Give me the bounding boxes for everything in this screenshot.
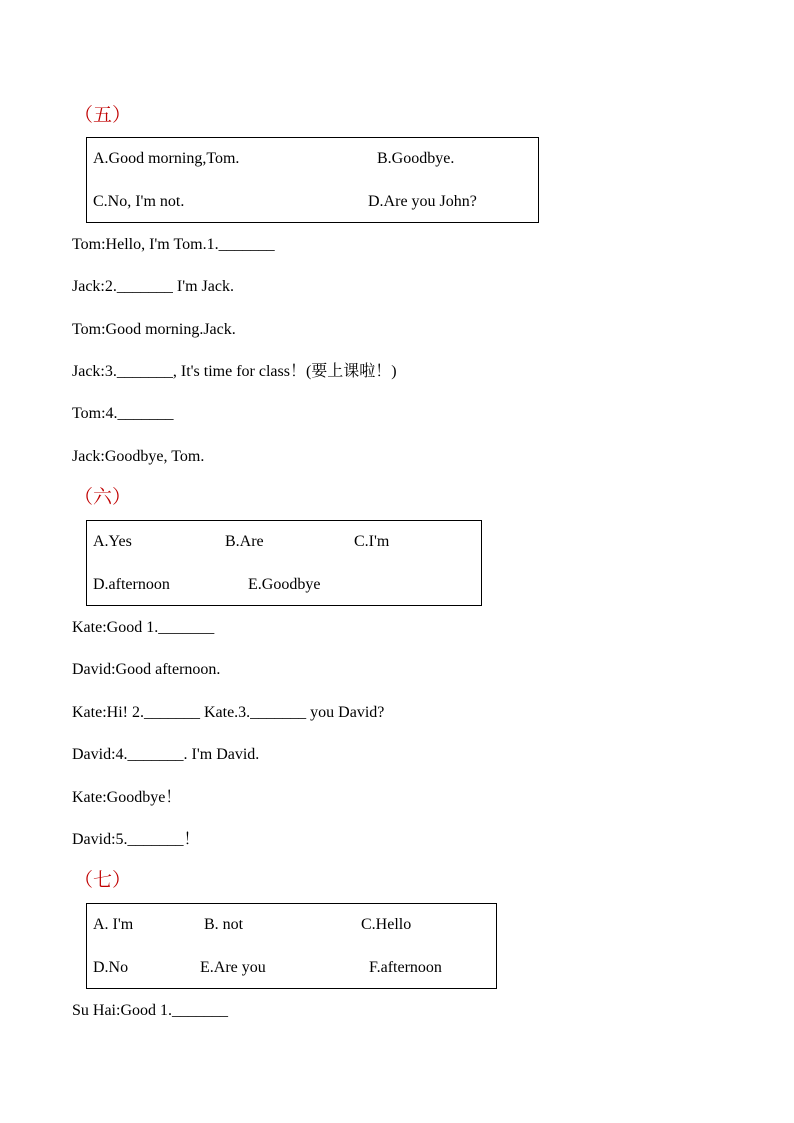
section-5-line-6: Jack:Goodbye, Tom. (72, 448, 205, 465)
section-6-option-c: C.I'm (354, 533, 390, 550)
section-6-option-b: B.Are (225, 533, 264, 550)
section-7-option-e: E.Are you (200, 959, 266, 976)
section-5-heading: （五） (74, 105, 132, 126)
section-6-line-1: Kate:Good 1._______ (72, 619, 215, 636)
section-7-option-d: D.No (93, 959, 129, 976)
section-7-option-a: A. I'm (93, 916, 134, 933)
section-6-option-d: D.afternoon (93, 576, 170, 593)
section-6-line-3: Kate:Hi! 2._______ Kate.3._______ you David? (72, 704, 385, 721)
section-6-line-6: David:5._______！ (72, 831, 200, 848)
section-5-line-5: Tom:4._______ (72, 405, 174, 422)
section-5-option-d: D.Are you John? (368, 193, 477, 210)
section-5-line-3: Tom:Good morning.Jack. (72, 321, 236, 338)
section-6-line-5: Kate:Goodbye！ (72, 789, 182, 806)
section-6-option-a: A.Yes (93, 533, 132, 550)
section-5-line-4: Jack:3._______, It's time for class！(要上课啦！) (72, 363, 397, 380)
section-5-line-1: Tom:Hello, I'm Tom.1._______ (72, 236, 275, 253)
section-7-option-f: F.afternoon (369, 959, 442, 976)
section-7-option-b: B. not (204, 916, 244, 933)
section-5-line-2: Jack:2._______ I'm Jack. (72, 278, 234, 295)
section-7-heading: （七） (74, 870, 132, 891)
section-6-line-4: David:4._______. I'm David. (72, 746, 260, 763)
section-5-option-c: C.No, I'm not. (93, 193, 185, 210)
section-7-line-1: Su Hai:Good 1._______ (72, 1002, 228, 1019)
section-5-option-a: A.Good morning,Tom. (93, 150, 240, 167)
section-7-option-c: C.Hello (361, 916, 412, 933)
section-5-option-b: B.Goodbye. (377, 150, 455, 167)
section-6-heading: （六） (74, 487, 132, 508)
section-6-option-e: E.Goodbye (248, 576, 321, 593)
section-6-line-2: David:Good afternoon. (72, 661, 221, 678)
